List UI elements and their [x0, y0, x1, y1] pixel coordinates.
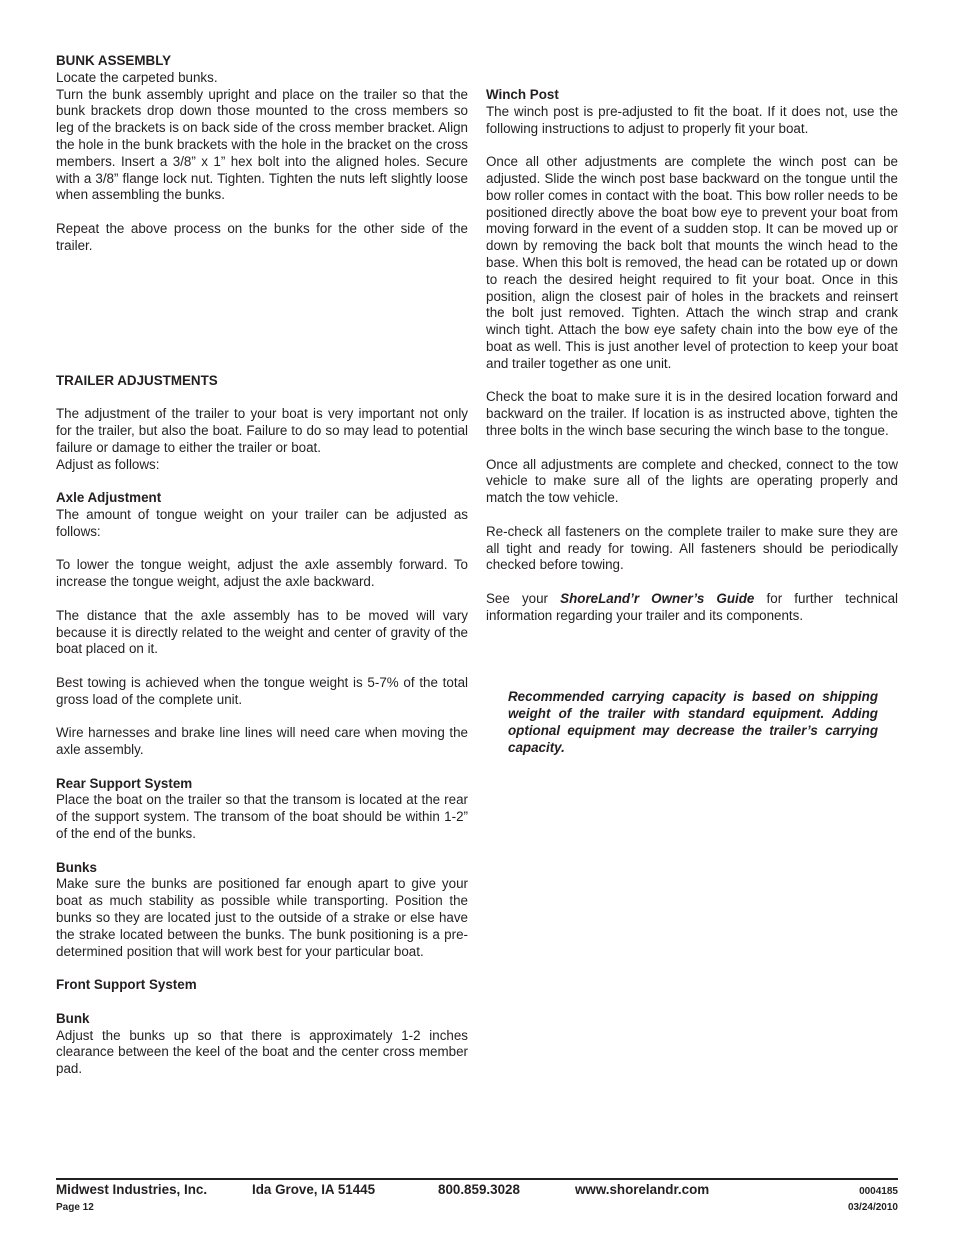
paragraph-owners-guide — [486, 591, 898, 625]
text: for further technical information regarding your trailer and its components. — [486, 590, 898, 623]
footer-phone: 800.859.3028 — [438, 1182, 520, 1197]
paragraph: Wire harnesses and brake line lines will need care when moving the axle assembly. — [56, 725, 468, 758]
paragraph: Locate the carpeted bunks. — [56, 69, 218, 85]
paragraph: Check the boat to make sure it is in the desired location forward and backward on the trailer. If location is as instructed above, tighten the three bolts in the winch base securing the winch base to the tongue. — [486, 389, 898, 438]
subheading-rear-support-system: Rear Support System — [56, 775, 193, 791]
paragraph: Once all other adjustments are complete the winch post can be adjusted. Slide the winch post base backward on the tongue until the bow roller comes in contact with the boat. This bow roller needs to be positioned directly above the boat bow eye to prevent your boat from moving forward in the event of a sudden stop. It can be moved up or down by removing the back bolt that mounts the winch head to the base. When this bolt is removed, the head can be rotated up or down to reach the desired height required to fit your boat. Once in this position, align the closest pair of holes in the brackets and reinsert the bolt just removed. Tighten. Attach the winch strap and crank winch tight. Attach the bow eye safety chain into the bow eye of the boat as well. This is just another level of protection to keep your boat and trailer together as one unit. — [486, 154, 898, 371]
paragraph: Once all adjustments are complete and checked, connect to the tow vehicle to make sure all of the lights are operating properly and match the tow vehicle. — [486, 456, 898, 506]
footer-company: Midwest Industries, Inc. — [56, 1182, 208, 1197]
footer-date: 03/24/2010 — [847, 1202, 898, 1213]
paragraph: The winch post is pre-adjusted to fit the boat. If it does not, use the following instructions to adjust to properly fit your boat. — [486, 103, 898, 136]
subheading-winch-post: Winch Post — [486, 87, 559, 102]
owners-guide-title: ShoreLand’r Owner’s Guide — [560, 590, 755, 606]
paragraph: Best towing is achieved when the tongue weight is 5-7% of the total gross load of the complete unit. — [56, 674, 468, 707]
paragraph: Adjust the bunks up so that there is approximately 1-2 inches clearance between the keel of the boat and the center cross member pad. — [56, 1027, 468, 1077]
paragraph: Adjust as follows: — [56, 456, 160, 472]
subheading-bunk: Bunk — [56, 1010, 90, 1026]
paragraph: Make sure the bunks are positioned far enough apart to give your boat as much stability as possible while transporting. Position the bunks so they are located just to the outside of a strake or else have the strake located between the bunks. The bunk positioning is a pre-determined position that will work best for your particular boat. — [56, 876, 468, 959]
paragraph: Re-check all fasteners on the complete trailer to make sure they are all tight and ready for towing. All fasteners should be periodically checked before towing. — [486, 523, 898, 573]
paragraph: Repeat the above process on the bunks for the other side of the trailer. — [56, 220, 468, 253]
subheading-bunks: Bunks — [56, 859, 97, 875]
footer-website: www.shorelandr.com — [575, 1182, 710, 1197]
section-heading-bunk-assembly: BUNK ASSEMBLY — [56, 53, 172, 68]
subheading-front-support-system: Front Support System — [56, 977, 197, 993]
carrying-capacity-notice: Recommended carrying capacity is based on shipping weight of the trailer with standard equipment. Adding optional equipment may decrease the trailer’s carrying capacity. — [508, 689, 878, 755]
footer-city: Ida Grove, IA 51445 — [252, 1182, 376, 1197]
text: See your — [486, 590, 561, 606]
paragraph: Place the boat on the trailer so that the transom is located at the rear of the support system. The transom of the boat should be within 1-2” of the end of the bunks. — [56, 792, 468, 842]
section-heading-trailer-adjustments: TRAILER ADJUSTMENTS — [56, 372, 218, 388]
paragraph: The distance that the axle assembly has to be moved will vary because it is directly related to the weight and center of gravity of the boat placed on it. — [56, 607, 468, 657]
paragraph: Turn the bunk assembly upright and place on the trailer so that the bunk brackets drop down those mounted to the cross members so leg of the brackets is on back side of the cross member bracket. Align the hole in the bunk brackets with the hole in the bracket on the cross members. Insert a 3/8” x 1” hex bolt into the aligned holes. Secure with a 3/8” flange lock nut. Tighten. Tighten the nuts left slightly loose when assembling the bunks. — [56, 86, 468, 203]
footer-divider — [56, 1178, 898, 1180]
subheading-axle-adjustment: Axle Adjustment — [56, 490, 162, 506]
paragraph: The adjustment of the trailer to your boat is very important not only for the trailer, but also the boat. Failure to do so may lead to potential failure or damage to either the trailer or boat. — [56, 406, 468, 455]
left-column — [56, 53, 468, 1078]
paragraph: To lower the tongue weight, adjust the axle assembly forward. To increase the tongue weight, adjust the axle backward. — [56, 557, 468, 590]
footer-doc-number: 0004185 — [859, 1186, 898, 1197]
paragraph: The amount of tongue weight on your trailer can be adjusted as follows: — [56, 506, 468, 539]
footer-page-number: Page 12 — [56, 1202, 94, 1213]
right-column — [486, 87, 898, 625]
